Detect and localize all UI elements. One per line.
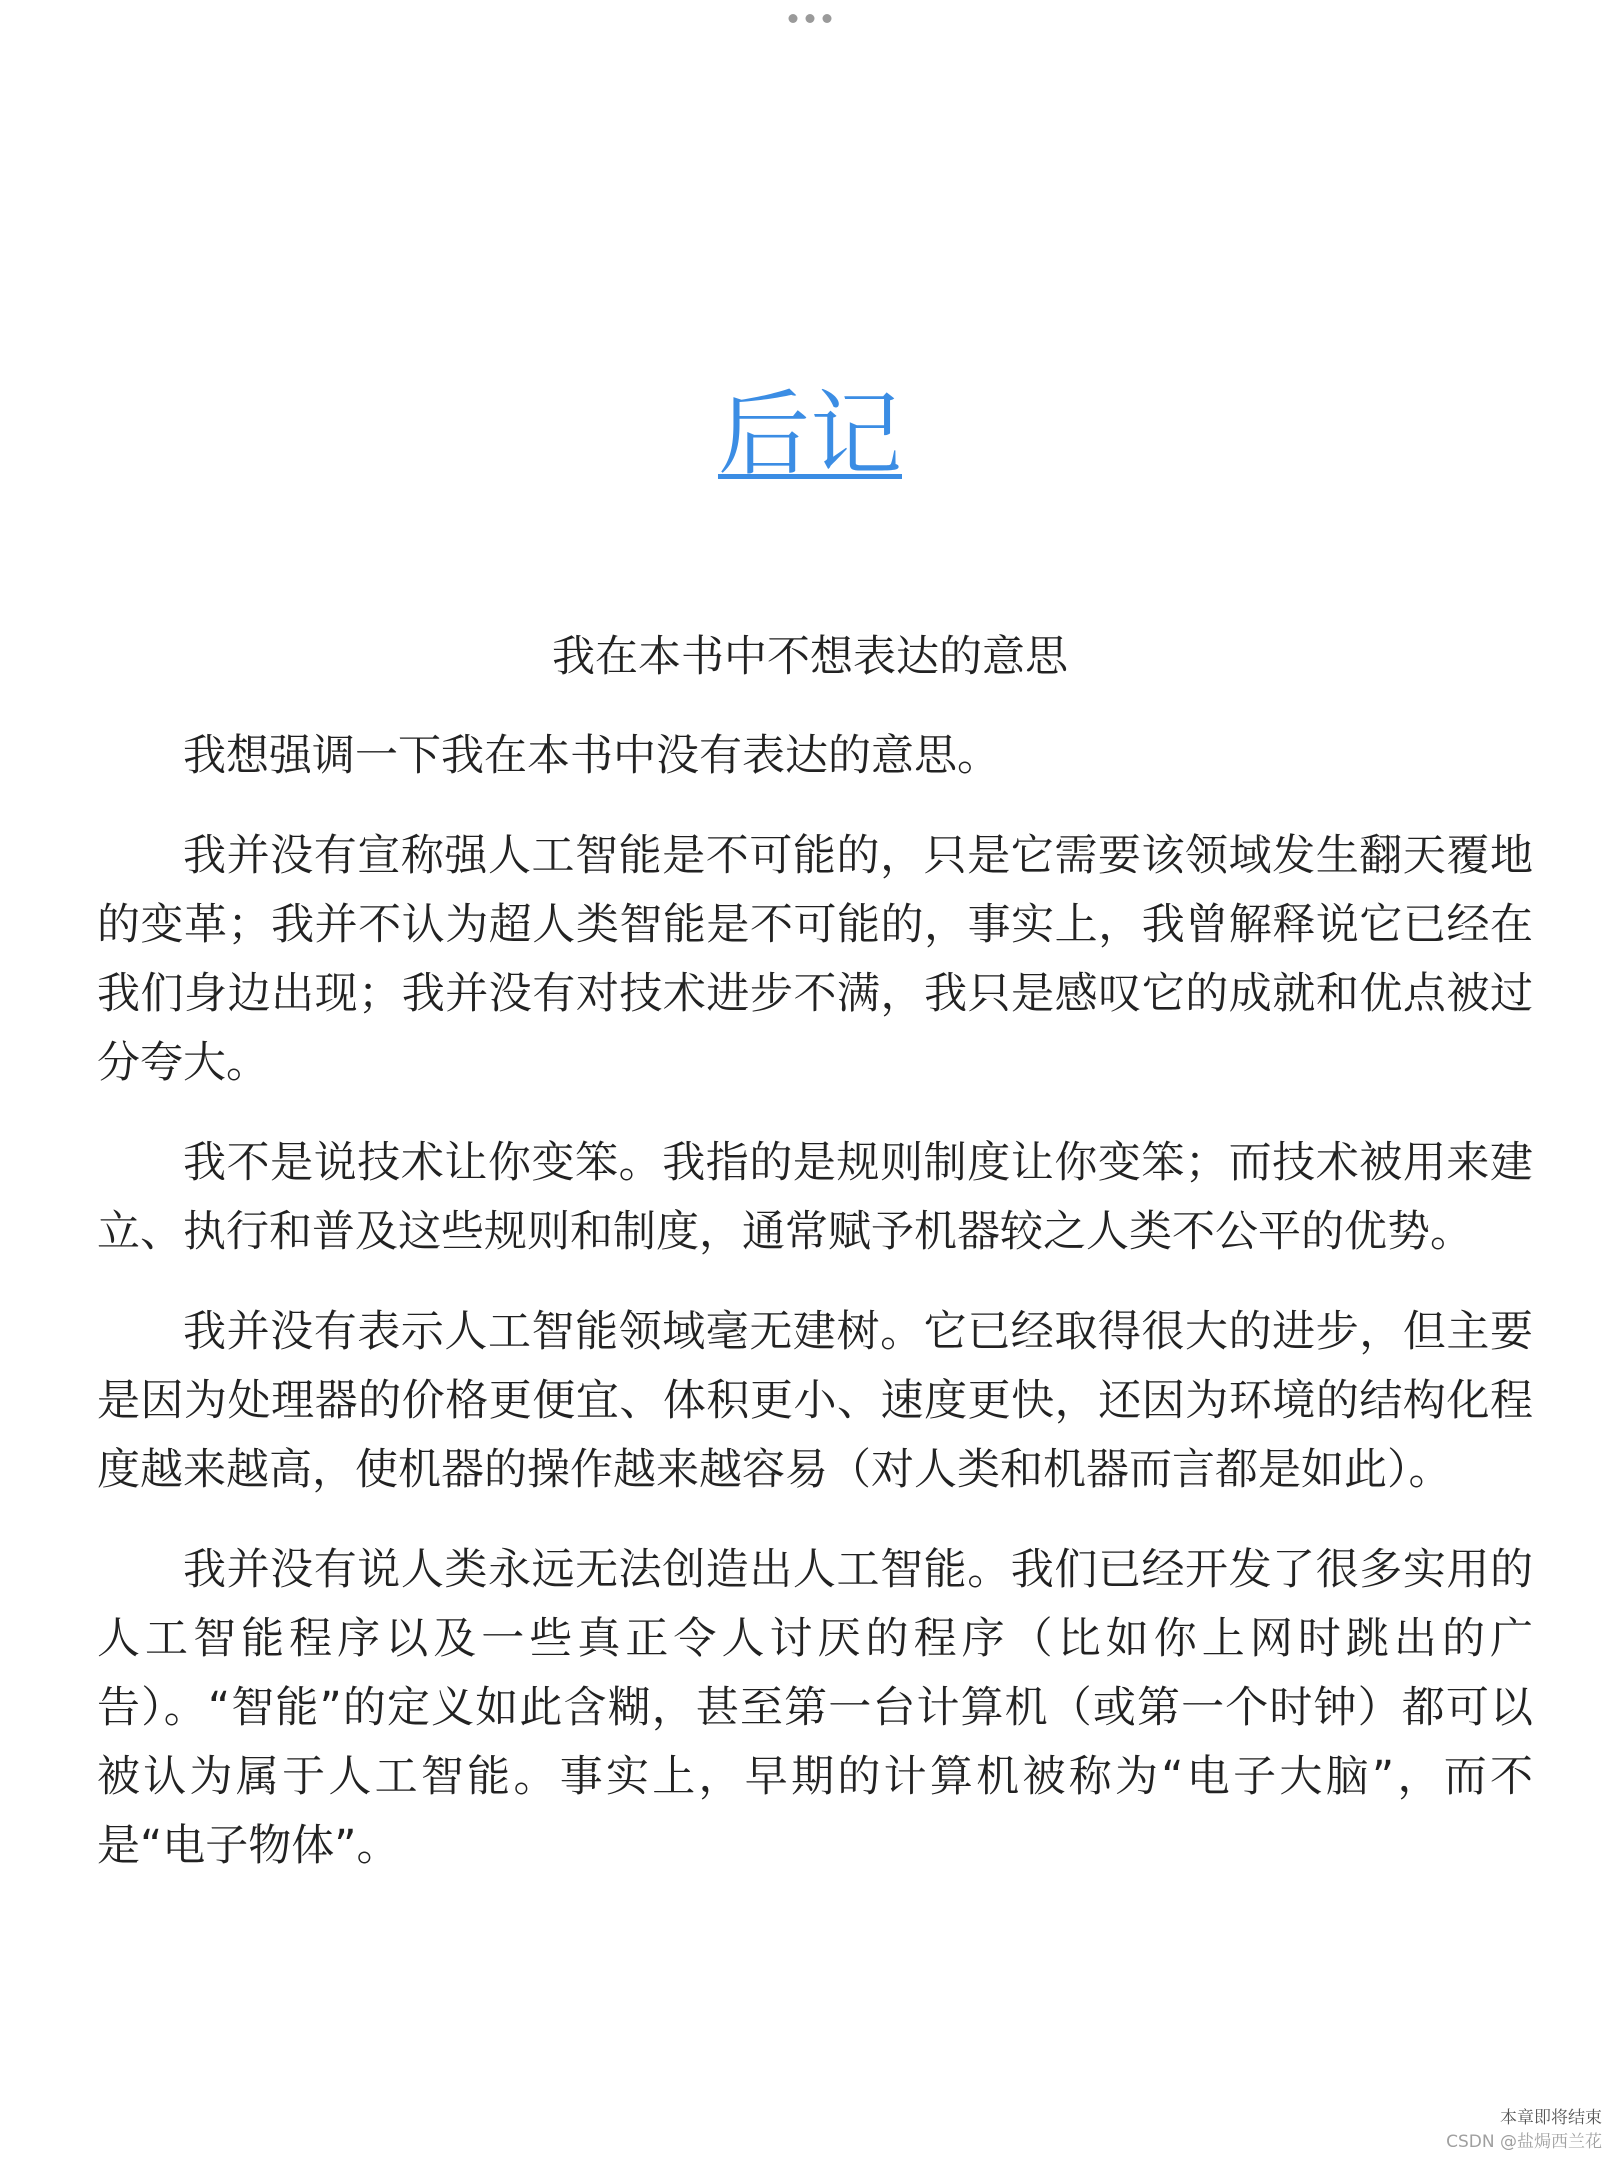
section-heading: 我在本书中不想表达的意思 <box>552 632 1068 682</box>
paragraph: 我并没有宣称强人工智能是不可能的，只是它需要该领域发生翻天覆地的变革；我并不认为超人类智能是不可能的，事实上，我曾解释说它已经在我们身边出现；我并没有对技术进步不满，我只是感叹它的成就和优点被过分夸大。 <box>97 831 1533 1088</box>
paragraph: 我不是说技术让你变笨。我指的是规则制度让你变笨；而技术被用来建立、执行和普及这些规则和制度，通常赋予机器较之人类不公平的优势。 <box>97 1138 1533 1257</box>
dot <box>806 14 815 23</box>
watermark: CSDN @盐焗西兰花 <box>1446 2132 1602 2152</box>
footer <box>1446 2106 1602 2154</box>
dot <box>823 14 832 23</box>
paragraph: 我想强调一下我在本书中没有表达的意思。 <box>183 731 1000 781</box>
chapter-body <box>97 722 1533 1912</box>
chapter-end-note: 本章即将结束 <box>1500 2108 1602 2128</box>
dot <box>789 14 798 23</box>
more-dots-icon[interactable] <box>789 14 832 23</box>
chapter-title[interactable]: 后记 <box>717 381 902 488</box>
paragraph: 我并没有表示人工智能领域毫无建树。它已经取得很大的进步，但主要是因为处理器的价格更便宜、体积更小、速度更快，还因为环境的结构化程度越来越高，使机器的操作越来越容易（对人类和机器而言都是如此）。 <box>97 1307 1533 1495</box>
paragraph: 我并没有说人类永远无法创造出人工智能。我们已经开发了很多实用的人工智能程序以及一些真正令人讨厌的程序（比如你上网时跳出的广告）。“智能”的定义如此含糊，甚至第一台计算机（或第一个时钟）都可以被认为属于人工智能。事实上，早期的计算机被称为“电子大脑”，而不是“电子物体”。 <box>97 1545 1533 1871</box>
